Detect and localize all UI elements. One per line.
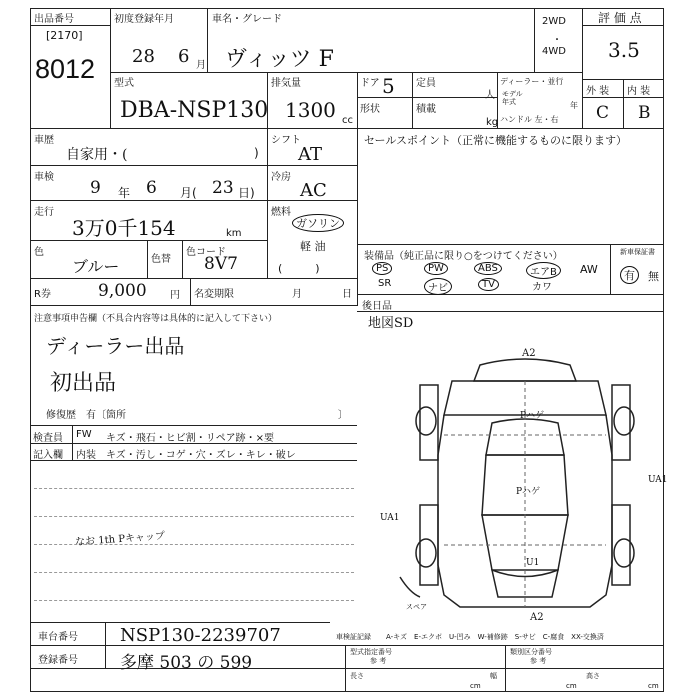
equip-sr: SR [378,278,392,289]
first-reg-year: 28 [132,46,155,67]
sales-point-label: セールスポイント（正常に機能するものに限ります） [364,134,628,147]
mileage-unit: km [226,228,242,239]
notes-line2: 初出品 [50,371,117,396]
recycle-value: 9,000 [98,281,147,301]
capacity-label: 定員 [416,78,436,89]
length-unit: cm [470,682,481,690]
shift-value: AT [298,144,323,165]
warranty-label: 新車保証書 [620,248,655,256]
equip-leather: カワ [532,282,552,293]
expiry-day: 日 [342,289,352,300]
inspection-year: 9 [90,178,101,198]
diagram-spare-label: スペア [406,603,427,611]
inspector-row2-tag: 内装 [76,450,96,461]
dealer-handle: ハンドル 左・右 [500,115,559,124]
rear-equipment-label: 後日品 [362,301,392,312]
expiry-month: 月 [292,289,302,300]
equip-navi: ナビ [424,278,452,295]
inspector-row1-tag: FW [76,429,92,440]
notes-line1: ディーラー出品 [46,334,185,358]
fuel-paren: ( ) [278,262,320,275]
equip-tv: TV [478,278,499,291]
history-label: 車歴 [34,135,54,146]
repair-history: 修復歴 有〔箇所 [46,410,126,421]
registration-value: 多摩 503 の 599 [120,653,253,673]
color-code-label: 色コード [186,247,226,258]
equip-airbag: エアB [526,262,561,279]
inspector-row2: キズ・汚し・コゲ・穴・ズレ・キレ・破レ [106,450,296,461]
dealer-label: ディーラー・並行 [500,77,564,86]
inspection-year-unit: 年 [118,186,131,200]
diagram-bottom-mark: A2 [530,612,544,623]
model-label: 型式 [114,78,134,89]
inspection-label: 車検 [34,172,54,183]
model-spec-ref: 参 考 [370,657,387,665]
mileage-value: 3万0千154 [72,216,176,240]
repair-history-close: 〕 [338,410,348,421]
color-value: ブルー [72,257,120,276]
first-reg-month-unit: 月 [196,60,206,71]
expiry-label: 名変期限 [194,289,234,300]
lot-number: 8012 [35,54,96,84]
rear-equipment-value: 地図SD [368,316,414,331]
model-spec-label: 型式指定番号 [350,648,392,656]
displacement-value: 1300 [285,98,336,122]
diagram-left-mark: UA1 [380,513,400,523]
equip-abs: ABS [474,262,502,275]
entry-label: 記入欄 [33,450,63,461]
drive-dot: ・ [552,35,562,46]
diagram-right-mark: UA1 [648,475,668,485]
width-unit: cm [566,682,577,690]
warranty-yes: 有 [620,266,639,284]
fuel-gasoline: ガソリン [292,214,344,232]
category-label: 類別区分番号 [510,648,552,656]
lot-code: [2170] [46,29,83,42]
notes-label: 注意事項申告欄（不具合内容等は具体的に記入して下さい） [34,314,278,324]
doors-value: 5 [382,74,395,98]
inspector-label: 検査員 [33,433,63,444]
diagram-center-u: U1 [526,558,540,568]
model-value: DBA-NSP130 [120,98,269,123]
history-value: 自家用・( [66,147,128,163]
dealer-model-year: モデル 年式 [502,90,523,106]
fuel-label: 燃料 [271,207,291,218]
color-label: 色 [34,247,44,258]
diagram-top-mark: A2 [522,348,536,359]
exterior-grade: C [596,103,610,123]
doors-label: ドア [360,78,380,89]
load-label: 積載 [416,104,436,115]
aircon-value: AC [300,180,327,201]
capacity-unit: 人 [485,90,495,101]
shape-label: 形状 [360,104,380,115]
score-label: 評 価 点 [598,11,642,25]
chassis-value: NSP130-2239707 [120,625,281,646]
recycle-label: R券 [34,289,51,300]
legend-record: 車検証記録 [336,633,371,641]
interior-label: 内 装 [627,86,651,97]
height-label: 高さ [586,672,600,680]
equip-pw: PW [424,262,448,275]
equip-ps: PS [372,262,392,275]
mileage-label: 走行 [34,207,54,218]
equipment-label: 装備品（純正品に限り○をつけてください） [364,251,563,262]
inspection-day: 23 [212,178,234,198]
dealer-year-unit: 年 [570,101,578,110]
color-change-label: 色替 [151,254,171,265]
inspection-month-unit: 月( [180,186,197,200]
car-name-label: 車名・グレード [212,14,282,25]
equip-aw: AW [580,263,598,276]
width-label: 幅 [490,672,497,680]
first-reg-label: 初度登録年月 [114,14,174,25]
warranty-no: 無 [648,270,659,283]
shift-label: シフト [271,135,301,146]
exterior-label: 外 装 [586,86,610,97]
diagram-p2: Pハゲ [516,487,541,497]
color-code: 8V7 [204,254,238,274]
car-name-value: ヴィッツ F [225,47,334,72]
first-reg-month: 6 [178,46,190,67]
note-handwritten: なお 1th Pキャップ [74,530,166,549]
aircon-label: 冷房 [271,172,291,183]
recycle-unit: 円 [170,290,180,301]
inspection-day-unit: 日) [238,186,255,200]
drive-4wd: 4WD [542,46,566,57]
inspector-row1: キズ・飛石・ヒビ割・リペア跡・×要 [106,433,274,444]
displacement-label: 排気量 [271,78,301,89]
score-value: 3.5 [608,38,640,62]
fuel-diesel: 軽 油 [300,240,326,253]
history-paren-close: ) [254,146,259,160]
length-label: 長さ [350,672,364,680]
lot-label: 出品番号 [34,14,74,25]
category-ref: 参 考 [530,657,547,665]
registration-label: 登録番号 [38,655,78,666]
inspection-month: 6 [146,178,157,198]
height-unit: cm [648,682,659,690]
diagram-p1: Pハゲ [520,411,545,421]
chassis-label: 車台番号 [38,632,78,643]
load-unit: kg [486,117,499,128]
legend-text: A-キズ E-エクボ U-凹み W-補修跡 S-サビ C-腐食 XX-交換済 [386,633,604,641]
drive-2wd: 2WD [542,16,566,27]
displacement-unit: cc [342,115,353,126]
interior-grade: B [638,103,651,123]
